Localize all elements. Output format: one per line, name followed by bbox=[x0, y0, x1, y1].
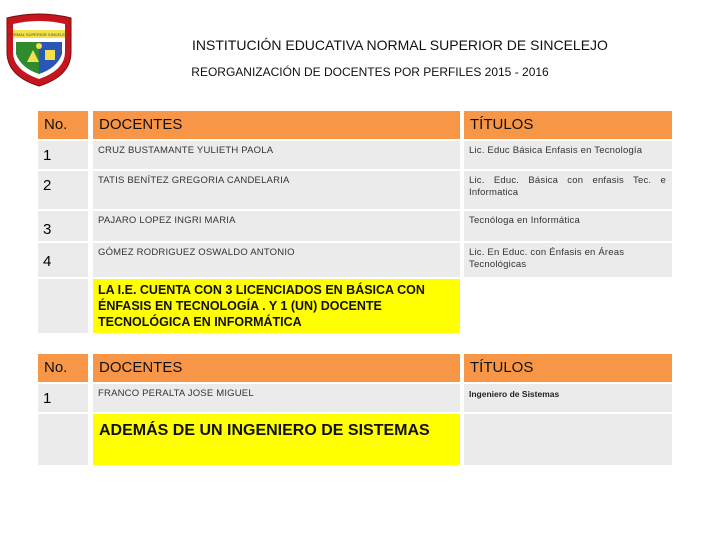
table-row-docente: FRANCO PERALTA JOSE MIGUEL bbox=[93, 384, 460, 412]
empty-cell bbox=[464, 414, 672, 465]
table-row-titulo: Tecnóloga en Informática bbox=[464, 211, 672, 241]
header-no: No. bbox=[38, 354, 88, 382]
header-docentes: DOCENTES bbox=[93, 111, 460, 139]
table-row-titulo: Lic. En Educ. con Énfasis en Áreas Tecnológicas bbox=[464, 243, 672, 277]
empty-cell bbox=[38, 279, 88, 333]
table-row-docente: PAJARO LOPEZ INGRI MARIA bbox=[93, 211, 460, 241]
page-title: INSTITUCIÓN EDUCATIVA NORMAL SUPERIOR DE SINCELEJO bbox=[192, 37, 608, 53]
table-row-titulo: Lic. Educ. Básica con enfasis Tec. e Informatica bbox=[464, 171, 672, 209]
page-subtitle: REORGANIZACIÓN DE DOCENTES POR PERFILES 2015 - 2016 bbox=[191, 65, 549, 79]
table-row-number: 1 bbox=[38, 384, 88, 412]
table-row-number: 4 bbox=[38, 243, 88, 277]
table-row-titulo: Lic. Educ Básica Enfasis en Tecnología bbox=[464, 141, 672, 169]
table-row-docente: TATIS BENÍTEZ GREGORIA CANDELARIA bbox=[93, 171, 460, 209]
table-row-docente: GÓMEZ RODRIGUEZ OSWALDO ANTONIO bbox=[93, 243, 460, 277]
header-no: No. bbox=[38, 111, 88, 139]
logo-text: NORMAL SUPERIOR SINCELEJO bbox=[7, 32, 71, 37]
table-row-docente: CRUZ BUSTAMANTE YULIETH PAOLA bbox=[93, 141, 460, 169]
table-row-number: 3 bbox=[38, 211, 88, 241]
table-row-number: 1 bbox=[38, 141, 88, 169]
empty-cell bbox=[38, 414, 88, 465]
header-titulos: TÍTULOS bbox=[464, 354, 672, 382]
summary-note: LA I.E. CUENTA CON 3 LICENCIADOS EN BÁSICA CON ÉNFASIS EN TECNOLOGÍA . Y 1 (UN) DOCENTE TECNOLÓGICA EN INFORMÁTICA bbox=[93, 279, 460, 333]
summary-note: ADEMÁS DE UN INGENIERO DE SISTEMAS bbox=[93, 414, 460, 465]
header-titulos: TÍTULOS bbox=[464, 111, 672, 139]
institution-logo bbox=[3, 12, 75, 88]
header-docentes: DOCENTES bbox=[93, 354, 460, 382]
table-row-number: 2 bbox=[38, 171, 88, 209]
table-row-titulo: Ingeniero de Sistemas bbox=[464, 384, 672, 412]
